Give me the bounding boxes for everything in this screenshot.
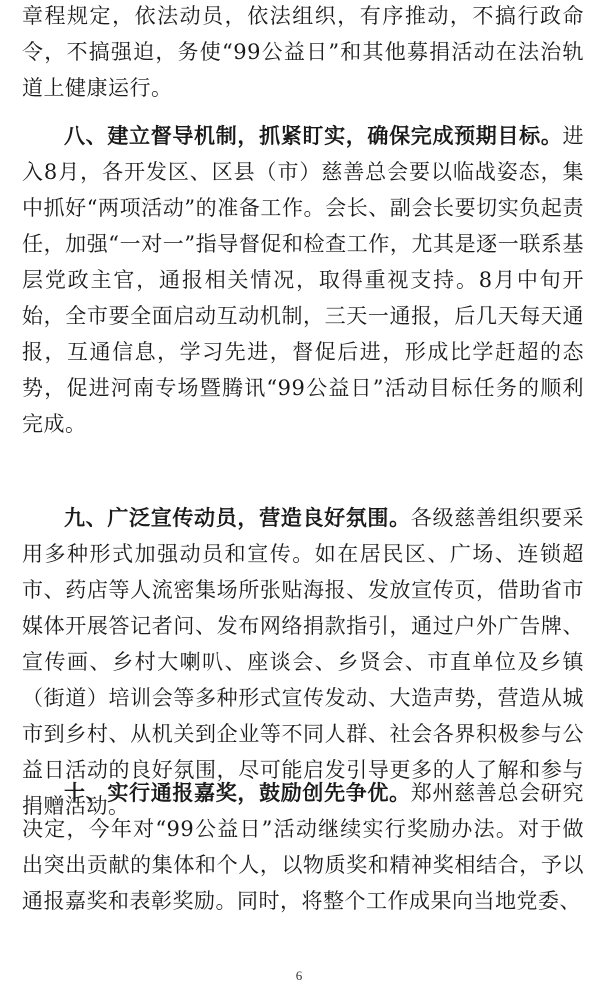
section-8-body: 进入8月，各开发区、区县（市）慈善总会要以临战姿态，集中抓好“两项活动”的准备工作。会长、副会长要切实负起责任，加强“一对一”指导督促和检查工作，尤其是逐一联系基层党政主官，通报相关情况，取得重视支持。8月中旬开始，全市要全面启动互动机制，三天一通报，后几天每天通报，互通信息，学习先进，督促后进，形成比学赶超的态势，促进河南专场暨腾讯“99公益日”活动目标任务的顺利完成。 [22, 124, 584, 436]
page-number: 6 [295, 968, 303, 983]
section-9-heading: 九、广泛宣传动员，营造良好氛围。 [64, 506, 411, 530]
section-8-heading: 八、建立督导机制，抓紧盯实，确保完成预期目标。 [64, 124, 563, 148]
section-9-body: 各级慈善组织要采用多种形式加强动员和宣传。如在居民区、广场、连锁超市、药店等人流密集场所张贴海报、发放宣传页，借助省市媒体开展答记者问、发布网络捐款指引，通过户外广告牌、宣传画、乡村大喇叭、座谈会、乡贤会、市直单位及乡镇（街道）培训会等多种形式宣传发动、大造声势，营造从城市到乡村、从机关到企业等不同人群、社会各界积极参与公益日活动的良好氛围，尽可能启发引导更多的人了解和参与捐赠活动。 [22, 506, 584, 818]
section-8-paragraph [22, 118, 584, 442]
section-10-body: 郑州慈善总会研究决定，今年对“99公益日”活动继续实行奖励办法。对于做出突出贡献的集体和个人，以物质奖和精神奖相结合，予以通报嘉奖和表彰奖励。同时，将整个工作成果向当地党委、 [22, 781, 584, 913]
document-page [22, 0, 584, 1000]
continuation-paragraph: 章程规定，依法动员，依法组织，有序推动，不搞行政命令，不搞强迫，务使“99公益日”和其他募捐活动在法治轨道上健康运行。 [22, 4, 584, 100]
section-10-heading: 十、实行通报嘉奖，鼓励创先争优。 [64, 781, 411, 805]
section-10-paragraph [22, 775, 584, 919]
